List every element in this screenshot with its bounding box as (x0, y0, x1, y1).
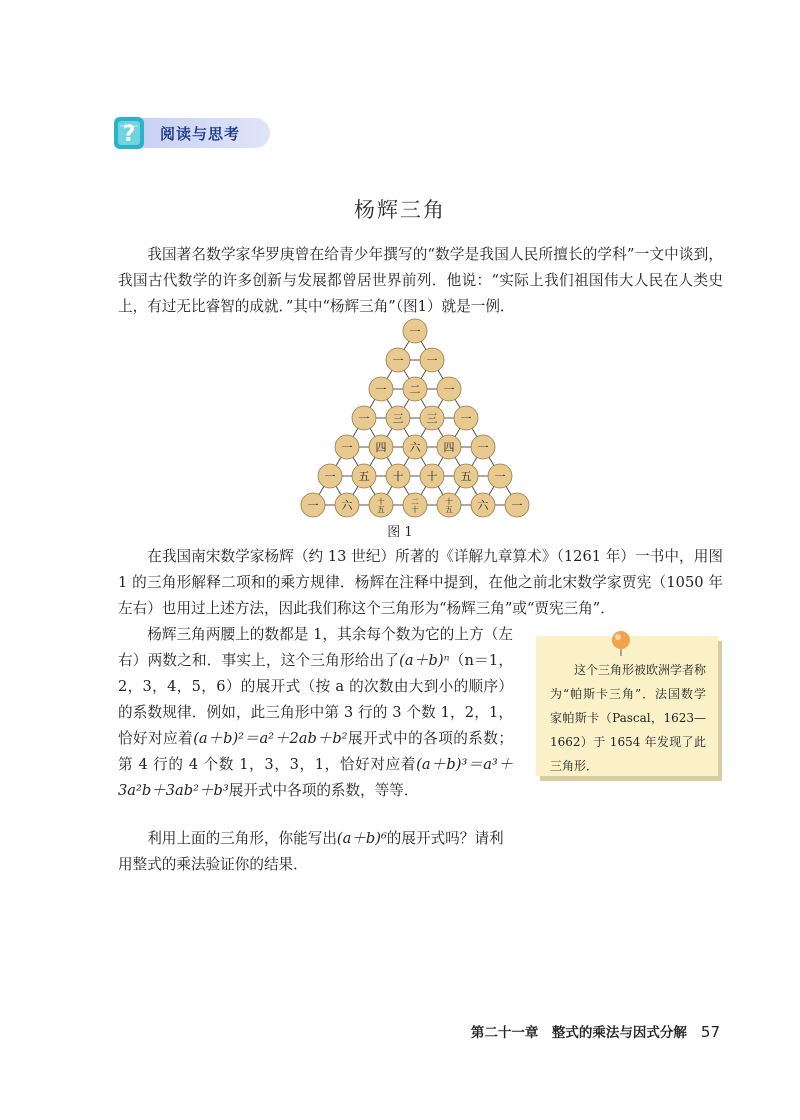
triangle-node (471, 435, 495, 459)
triangle-node (403, 493, 427, 517)
triangle-node-label: 一 (460, 412, 472, 425)
triangle-node-label: 一 (409, 325, 421, 338)
yang-hui-triangle-figure (295, 316, 535, 521)
figure-caption: 图 1 (387, 525, 413, 540)
triangle-node-label: 一 (358, 412, 370, 425)
triangle-node-label: 一 (392, 354, 404, 367)
chapter-title: 第二十一章 整式的乘法与因式分解 (470, 1025, 687, 1041)
triangle-node (318, 464, 342, 488)
triangle-node (386, 464, 410, 488)
p4-line2: 的展开式吗？请利用整式的乘法验证你的结果． (118, 830, 504, 873)
p4-line1: 利用上面的三角形，你能写出 (147, 830, 337, 847)
triangle-node-label: 十五 (445, 497, 453, 514)
triangle-node (352, 464, 376, 488)
triangle-node (335, 435, 359, 459)
triangle-node-label: 一 (494, 470, 506, 483)
triangle-node-label: 六 (477, 499, 489, 512)
triangle-node-label: 六 (409, 441, 421, 454)
triangle-node-label: 一 (443, 383, 455, 396)
paragraph-4 (118, 826, 513, 878)
paragraph-1-text: 我国著名数学家华罗庚曾在给青少年撰写的“数学是我国人民所擅长的学科”一文中谈到，我国古代数学的许多创新与发展都曾居世界前列．他说：“实际上我们祖国伟大人民在人类史上，有过无比睿智的成就．”其中“杨辉三角”（图1）就是一例． (118, 246, 723, 315)
triangle-node (403, 319, 427, 343)
triangle-node (386, 406, 410, 430)
pushpin-icon (606, 628, 636, 658)
lattice-lines (313, 331, 517, 505)
triangle-node-label: 四 (443, 441, 455, 454)
paragraph-3-text (118, 622, 513, 804)
triangle-node-label: 六 (341, 499, 353, 512)
section-badge (112, 114, 272, 152)
triangle-node (386, 348, 410, 372)
triangle-node-label: 一 (511, 499, 523, 512)
triangle-node (488, 464, 512, 488)
paragraph-3 (118, 622, 513, 804)
p3-line2: （n＝1，2，3，4，5，6）的展开式（按 a 的次数由大到小的顺序）的系数规律．例如，此三角形中第 3 行的 3 个数 1，2，1，恰好对应着 (118, 652, 513, 747)
triangle-node-label: 十 (392, 470, 404, 483)
triangle-node-label: 二 (409, 383, 421, 396)
side-note-body: 这个三角形被欧洲学者称为“帕斯卡三角”．法国数学家帕斯卡（Pascal，1623—1662）于 1654 年发现了此三角形． (550, 663, 707, 773)
paragraph-4-text (118, 826, 513, 878)
triangle-node (420, 406, 444, 430)
p4-expr: (a＋b)⁶ (336, 830, 387, 847)
p3-expr2: (a＋b)²＝a²＋2ab＋b² (193, 730, 348, 747)
triangle-node (437, 377, 461, 401)
p3-expr1: (a＋b)ⁿ (399, 652, 450, 669)
triangle-node-label: 一 (426, 354, 438, 367)
p3-line4: 展开式中各项的系数，等等． (228, 782, 419, 799)
triangle-node (505, 493, 529, 517)
svg-text:?: ? (122, 122, 136, 147)
triangle-node-label: 一 (341, 441, 353, 454)
paragraph-1 (118, 242, 723, 320)
page-number: 57 (700, 1023, 720, 1041)
triangle-node-label: 一 (307, 499, 319, 512)
triangle-node (437, 435, 461, 459)
triangle-node (454, 406, 478, 430)
triangle-node (352, 406, 376, 430)
triangle-node (420, 348, 444, 372)
p3-expr3: (a＋b)³＝a³＋3a²b＋3ab²＋b³ (118, 756, 513, 799)
triangle-node-label: 四 (375, 441, 387, 454)
page-footer (471, 1021, 720, 1041)
triangle-node (335, 493, 359, 517)
p3-line1: 杨辉三角两腰上的数都是 1，其余每个数为它的上方（左右）两数之和．事实上，这个三角形给出了 (118, 626, 513, 669)
triangle-node-label: 三 (392, 412, 404, 425)
badge-label: 阅读与思考 (160, 125, 241, 143)
p3-line3: 展开式中的各项的系数；第 4 行的 4 个数 1，3，3，1，恰好对应着 (118, 730, 513, 773)
paragraph-2-text: 在我国南宋数学家杨辉（约 13 世纪）所著的《详解九章算术》（1261 年）一书中，用图 1 的三角形解释二项和的乘方规律．杨辉在注释中提到，在他之前北宋数学家贾宪（1050 年左右）也用过上述方法，因此我们称这个三角形为“杨辉三角”或“贾宪三角”． (118, 548, 723, 617)
question-mark-icon (112, 114, 150, 152)
triangle-node-label: 五 (460, 470, 472, 483)
triangle-node (454, 464, 478, 488)
triangle-node (369, 435, 393, 459)
triangle-node-label: 三 (426, 412, 438, 425)
triangle-node-label: 一 (324, 470, 336, 483)
triangle-node-label: 十五 (377, 497, 385, 514)
triangle-node-label: 一 (375, 383, 387, 396)
triangle-node-label: 一 (477, 441, 489, 454)
triangle-node-label: 二十 (411, 497, 419, 514)
paragraph-2 (118, 544, 723, 622)
triangle-node (403, 377, 427, 401)
triangle-node (471, 493, 495, 517)
triangle-node (420, 464, 444, 488)
triangle-node (369, 377, 393, 401)
page-title: 杨辉三角 (354, 198, 446, 222)
triangle-node (301, 493, 325, 517)
side-note-text (550, 658, 706, 778)
triangle-node (437, 493, 461, 517)
triangle-node (369, 493, 393, 517)
triangle-node-label: 五 (358, 470, 370, 483)
triangle-node-label: 十 (426, 470, 438, 483)
triangle-node (403, 435, 427, 459)
